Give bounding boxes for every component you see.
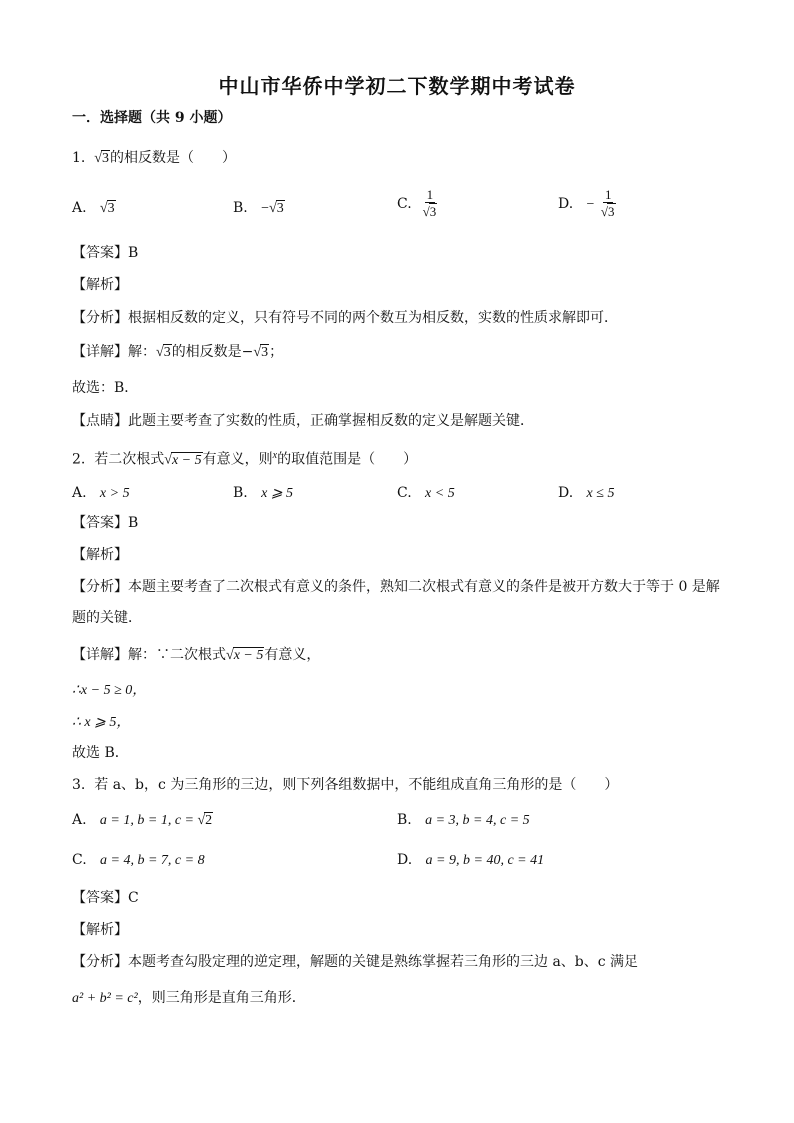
q2-option-a bbox=[72, 483, 130, 504]
option-label: A. bbox=[72, 485, 87, 501]
radicand: 3 bbox=[429, 204, 437, 219]
question-number: 1. bbox=[72, 150, 86, 166]
q2-detail: 【详解】解：∵二次根式√x − 5有意义， bbox=[72, 647, 321, 663]
q1-answer: 【答案】B bbox=[72, 245, 139, 261]
stem-text: 有意义，则 bbox=[202, 451, 273, 468]
option-expression: a = 9, b = 40, c = 41 bbox=[425, 853, 545, 868]
q1-option-d bbox=[558, 188, 618, 220]
question-2-stem: 2. 若二次根式√x − 5有意义，则$^x$的取值范围是（ ） bbox=[72, 450, 418, 468]
q1-analysis-heading: 【解析】 bbox=[72, 277, 128, 293]
q3-analysis-heading: 【解析】 bbox=[72, 922, 128, 938]
radicand: 2 bbox=[205, 813, 213, 828]
q3-option-b bbox=[397, 810, 530, 831]
minus-sign: − bbox=[261, 201, 270, 216]
detail-end: ； bbox=[269, 344, 284, 360]
radicand: 3 bbox=[163, 345, 171, 360]
analysis-text: ，则三角形是直角三角形． bbox=[137, 990, 306, 1006]
q2-step-2 bbox=[72, 712, 130, 733]
q1-choice: 故选：B． bbox=[72, 380, 139, 396]
detail-text: 的相反数是− bbox=[171, 344, 254, 360]
radicand: 3 bbox=[261, 345, 269, 360]
q2-option-d bbox=[558, 483, 614, 504]
denominator: √3 bbox=[600, 204, 615, 219]
q2-step-1 bbox=[72, 680, 146, 701]
numerator: 1 bbox=[604, 187, 612, 202]
question-1-stem bbox=[72, 148, 236, 169]
numerator: 1 bbox=[426, 187, 434, 202]
option-label: D. bbox=[397, 852, 413, 868]
variable: x bbox=[272, 450, 278, 461]
section-heading: 一．选择题（共 9 小题） bbox=[72, 110, 232, 126]
fraction bbox=[421, 188, 440, 220]
option-expression: a = 4, b = 7, c = 8 bbox=[100, 853, 205, 868]
stem-text: 的取值范围是（ ） bbox=[277, 451, 418, 468]
sqrt-symbol: √ bbox=[94, 151, 102, 166]
q2-choice: 故选 B． bbox=[72, 745, 129, 761]
radicand: 3 bbox=[101, 151, 109, 166]
q2-answer: 【答案】B bbox=[72, 515, 139, 531]
equation: a² + b² = c² bbox=[72, 991, 138, 1006]
option-expression: x ⩾ 5 bbox=[261, 486, 294, 501]
sqrt-symbol: √ bbox=[99, 201, 108, 216]
radicand: 3 bbox=[608, 204, 615, 219]
denominator: √3 bbox=[422, 204, 437, 219]
radicand: 3 bbox=[276, 201, 284, 216]
option-label: B. bbox=[233, 200, 248, 216]
q1-comment: 【点睛】此题主要考查了实数的性质，正确掌握相反数的定义是解题关键． bbox=[72, 413, 534, 429]
detail-prefix: 【详解】解： bbox=[72, 344, 156, 360]
detail-prefix: 【详解】解：∵二次根式 bbox=[72, 647, 226, 663]
question-number: 2. bbox=[72, 451, 86, 468]
question-number: 3. bbox=[72, 777, 86, 793]
detail-end: 有意义， bbox=[264, 647, 321, 663]
stem-text: 若二次根式 bbox=[94, 451, 165, 468]
q3-analysis-line-2 bbox=[72, 988, 306, 1009]
q1-option-c bbox=[397, 188, 439, 220]
q1-option-b bbox=[233, 198, 285, 219]
q1-detail: 【详解】解：√3的相反数是−√3； bbox=[72, 344, 284, 360]
sqrt-symbol: √ bbox=[269, 201, 277, 216]
radicand: 3 bbox=[107, 201, 115, 216]
q3-option-a: A. a = 1, b = 1, c = √2 bbox=[72, 812, 213, 828]
option-expression: a = 3, b = 4, c = 5 bbox=[425, 813, 530, 828]
option-label: C. bbox=[72, 852, 87, 868]
q2-analysis-line-2: 题的关键． bbox=[72, 610, 142, 626]
step-text: ∴ x ⩾ 5， bbox=[72, 715, 131, 730]
option-expression: x ≤ 5 bbox=[586, 486, 615, 501]
q3-analysis-line-1: 【分析】本题考查勾股定理的逆定理，解题的关键是熟练掌握若三角形的三边 a、b、c 满足 bbox=[72, 954, 639, 970]
option-expression: x < 5 bbox=[425, 486, 455, 501]
q1-analysis: 【分析】根据相反数的定义，只有符号不同的两个数互为相反数，实数的性质求解即可． bbox=[72, 310, 618, 326]
step-text: ∴x − 5 ≥ 0， bbox=[72, 683, 147, 698]
q2-option-b bbox=[233, 483, 293, 504]
q2-option-c bbox=[397, 483, 455, 504]
option-label: B. bbox=[397, 812, 412, 828]
option-label: C. bbox=[397, 485, 412, 501]
q3-option-d bbox=[397, 850, 544, 871]
minus-sign: − bbox=[586, 197, 595, 212]
q2-analysis-line-1: 【分析】本题主要考查了二次根式有意义的条件，熟知二次根式有意义的条件是被开方数大于等于 0 是解 bbox=[72, 579, 720, 595]
option-label: A. bbox=[72, 812, 87, 828]
radicand: x − 5 bbox=[233, 648, 264, 663]
option-label: C. bbox=[397, 196, 412, 212]
radicand: x − 5 bbox=[171, 452, 202, 468]
stem-text: 若 a、b，c 为三角形的三边，则下列各组数据中，不能组成直角三角形的是（ ） bbox=[94, 777, 619, 793]
stem-text: 的相反数是（ ） bbox=[109, 150, 236, 166]
q2-analysis-heading: 【解析】 bbox=[72, 547, 128, 563]
q3-option-c bbox=[72, 850, 205, 871]
option-label: B. bbox=[233, 485, 248, 501]
fraction bbox=[599, 188, 618, 220]
option-label: D. bbox=[558, 485, 574, 501]
q1-option-a bbox=[72, 198, 116, 219]
option-label: D. bbox=[558, 196, 574, 212]
question-3-stem bbox=[72, 775, 618, 795]
q3-answer: 【答案】C bbox=[72, 890, 139, 906]
page-title: 中山市华侨中学初二下数学期中考试卷 bbox=[218, 74, 576, 98]
option-label: A. bbox=[72, 200, 87, 216]
option-expression: a = 1, b = 1, c = bbox=[99, 813, 198, 828]
option-expression: x > 5 bbox=[99, 486, 130, 501]
